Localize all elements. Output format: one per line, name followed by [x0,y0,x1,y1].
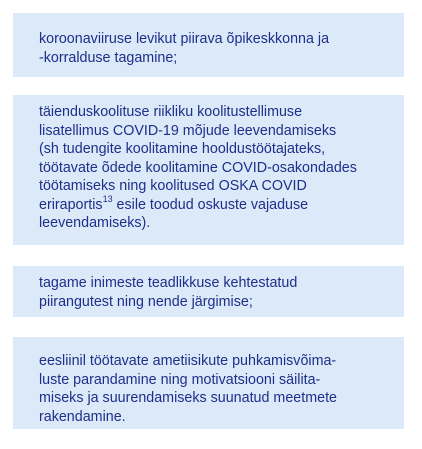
list-item-box [13,13,404,77]
item-text-line: miseks ja suurendamiseks suunatud meetmete [39,390,337,406]
item-text-line-with-footnote [39,193,394,215]
footnote-marker[interactable]: 13 [102,193,113,204]
item-text-line: leevendamiseks). [39,215,151,231]
list-item-box [13,95,404,245]
item-text-line: eesliinil töötavate ametiisikute puhkamisvõima- [39,353,337,369]
item-text-line: tagame inimeste teadlikkuse kehtestatud [39,275,298,291]
item-text-segment: esile toodud oskuste vajaduse [112,196,309,213]
item-text-line: rakendamine. [39,408,126,425]
item-text-line: töötamiseks ning koolitused OSKA COVID [39,178,307,194]
item-text-segment: eriraportis [39,196,103,213]
item-text-line: piirangutest ning nende järgimise; [39,293,253,310]
item-text-line: täienduskoolituse riikliku koolitustellimuse [39,104,303,120]
item-text-line: (sh tudengite koolitamine hooldustöötajateks, [39,141,326,157]
item-text-line: lisatellimus COVID-19 mõjude leevendamiseks [39,122,337,139]
list-item-box [13,337,404,429]
item-text-line: -korralduse tagamine; [39,49,178,66]
item-text-line: luste parandamine ning motivatsiooni säilita- [39,371,321,388]
item-text-line: koroonaviiruse levikut piirava õpikeskkonna ja [39,31,330,47]
list-item-box [13,266,404,317]
item-text-line: töötavate õdede koolitamine COVID-osakondades [39,159,357,176]
